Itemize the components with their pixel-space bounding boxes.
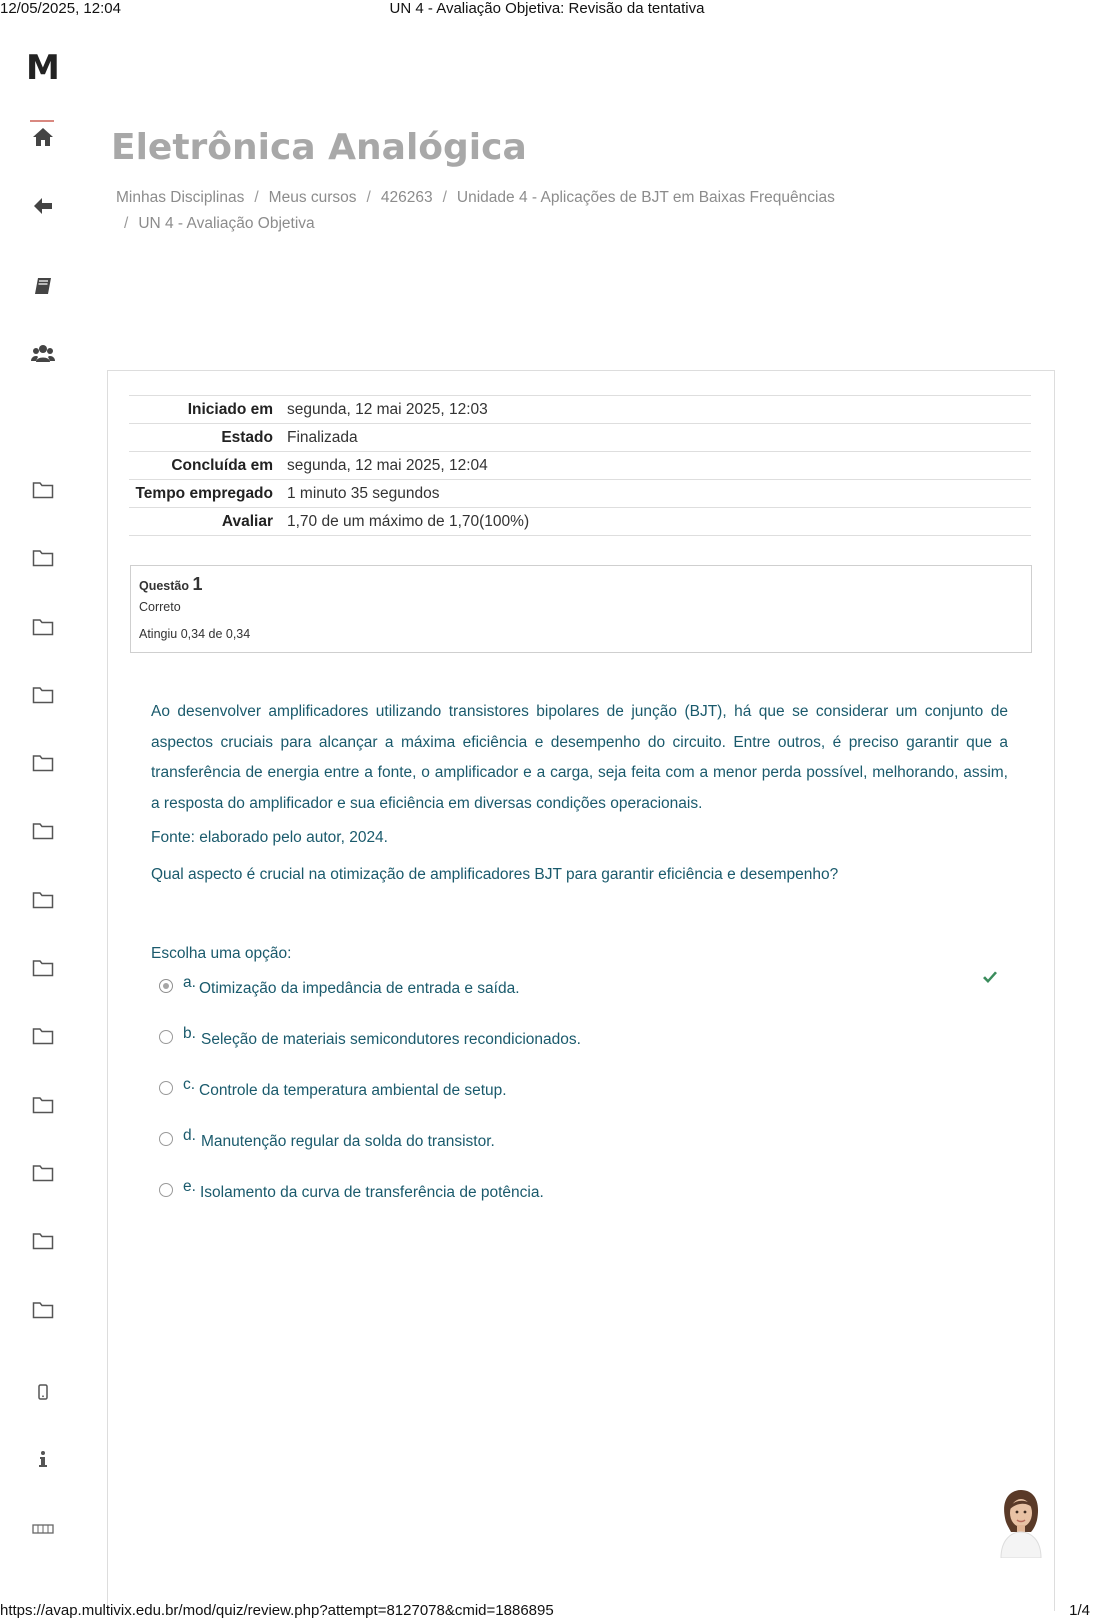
info-icon[interactable] [28, 1446, 58, 1472]
folder-icon[interactable] [28, 477, 58, 503]
answer-prompt: Escolha uma opção: [151, 945, 292, 962]
folder-icon[interactable] [28, 1160, 58, 1186]
answer-text: Seleção de materiais semicondutores recondicionados. [201, 1031, 581, 1048]
question-number-value: 1 [192, 574, 203, 594]
summary-value: 1,70 de um máximo de 1,70(100%) [287, 513, 530, 530]
home-icon[interactable] [28, 124, 58, 150]
folder-icon[interactable] [28, 750, 58, 776]
answer-letter: d. [183, 1127, 196, 1144]
print-page-number: 1/4 [1069, 1602, 1090, 1619]
answer-letter: e. [183, 1178, 196, 1195]
question-number [139, 574, 203, 595]
answer-letter: c. [183, 1076, 196, 1093]
radio-button[interactable] [159, 1183, 173, 1197]
folder-icon[interactable] [28, 1297, 58, 1323]
breadcrumb-separator: / [366, 189, 371, 206]
correct-check-icon [982, 971, 998, 989]
breadcrumb-separator: / [124, 215, 129, 232]
radio-button[interactable] [159, 1030, 173, 1044]
question-label: Questão [139, 579, 190, 593]
summary-value: Finalizada [287, 429, 358, 446]
print-url: https://avap.multivix.edu.br/mod/quiz/review.php?attempt=8127078&cmid=1886895 [0, 1602, 554, 1619]
book-icon[interactable] [28, 273, 58, 299]
folder-icon[interactable] [28, 1228, 58, 1254]
print-header [0, 0, 1094, 20]
mobile-icon[interactable] [28, 1379, 58, 1405]
question-grade: Atingiu 0,34 de 0,34 [139, 627, 251, 641]
breadcrumb-my-courses[interactable]: Meus cursos [268, 189, 357, 206]
summary-row-grade [129, 508, 1031, 536]
answer-text: Otimização da impedância de entrada e saída. [199, 980, 520, 997]
answer-text: Manutenção regular da solda do transistor. [201, 1133, 495, 1150]
summary-label: Iniciado em [187, 401, 273, 418]
question-ask: Qual aspecto é crucial na otimização de amplificadores BJT para garantir eficiência e desempenho? [151, 866, 839, 883]
print-datetime: 12/05/2025, 12:04 [0, 0, 121, 17]
summary-label: Estado [221, 429, 273, 446]
attempt-summary-table [129, 395, 1031, 536]
question-info-box [130, 565, 1032, 653]
folder-icon[interactable] [28, 545, 58, 571]
breadcrumb-my-disciplines[interactable]: Minhas Disciplinas [116, 189, 245, 206]
summary-row-started [129, 396, 1031, 424]
site-logo[interactable]: M [26, 48, 58, 88]
sidebar [0, 40, 85, 1600]
summary-label: Avaliar [221, 513, 273, 530]
folder-icon[interactable] [28, 1092, 58, 1118]
keyboard-icon[interactable] [28, 1516, 58, 1542]
summary-label: Concluída em [171, 457, 273, 474]
folder-icon[interactable] [28, 818, 58, 844]
folder-icon[interactable] [28, 682, 58, 708]
radio-button[interactable] [159, 1081, 173, 1095]
answer-letter: a. [183, 974, 196, 991]
question-source: Fonte: elaborado pelo autor, 2024. [151, 829, 388, 846]
summary-label: Tempo empregado [135, 485, 273, 502]
question-text [151, 697, 1008, 887]
question-state: Correto [139, 600, 181, 614]
print-footer [0, 1602, 1094, 1622]
radio-button-selected[interactable] [159, 979, 173, 993]
folder-icon[interactable] [28, 614, 58, 640]
summary-value: segunda, 12 mai 2025, 12:03 [287, 401, 488, 418]
breadcrumb-unit[interactable]: Unidade 4 - Aplicações de BJT em Baixas Frequências [456, 189, 835, 206]
summary-value: segunda, 12 mai 2025, 12:04 [287, 457, 488, 474]
folder-icon[interactable] [28, 1023, 58, 1049]
breadcrumb-separator: / [254, 189, 259, 206]
answer-text: Controle da temperatura ambiental de setup. [199, 1082, 507, 1099]
folder-icon[interactable] [28, 887, 58, 913]
summary-row-state [129, 424, 1031, 452]
folder-icon[interactable] [28, 955, 58, 981]
breadcrumb [116, 185, 916, 237]
breadcrumb-course-code[interactable]: 426263 [380, 189, 433, 206]
summary-row-completed [129, 452, 1031, 480]
radio-button[interactable] [159, 1132, 173, 1146]
breadcrumb-separator: / [442, 189, 447, 206]
summary-row-time-taken [129, 480, 1031, 508]
assistant-avatar[interactable] [997, 1488, 1045, 1558]
back-arrow-icon[interactable] [28, 193, 58, 219]
breadcrumb-quiz[interactable]: UN 4 - Avaliação Objetiva [138, 215, 315, 232]
logo-underline [30, 120, 54, 122]
summary-value: 1 minuto 35 segundos [287, 485, 440, 502]
answer-letter: b. [183, 1025, 196, 1042]
answer-text: Isolamento da curva de transferência de potência. [200, 1184, 544, 1201]
users-icon[interactable] [28, 340, 58, 366]
course-title: Eletrônica Analógica [111, 127, 527, 168]
question-paragraph: Ao desenvolver amplificadores utilizando transistores bipolares de junção (BJT), há que se considerar um conjunto de aspectos cruciais para alcançar a máxima eficiência e desempenho do circuito. Entre outros, é preciso garantir que a transferência de energia entre a fonte, o amplificador e a carga, seja feita com a menor perda possível, melhorando, assim, a resposta do amplificador e sua eficiência em diversas condições operacionais. [151, 703, 1008, 812]
print-page-title: UN 4 - Avaliação Objetiva: Revisão da tentativa [389, 0, 705, 17]
